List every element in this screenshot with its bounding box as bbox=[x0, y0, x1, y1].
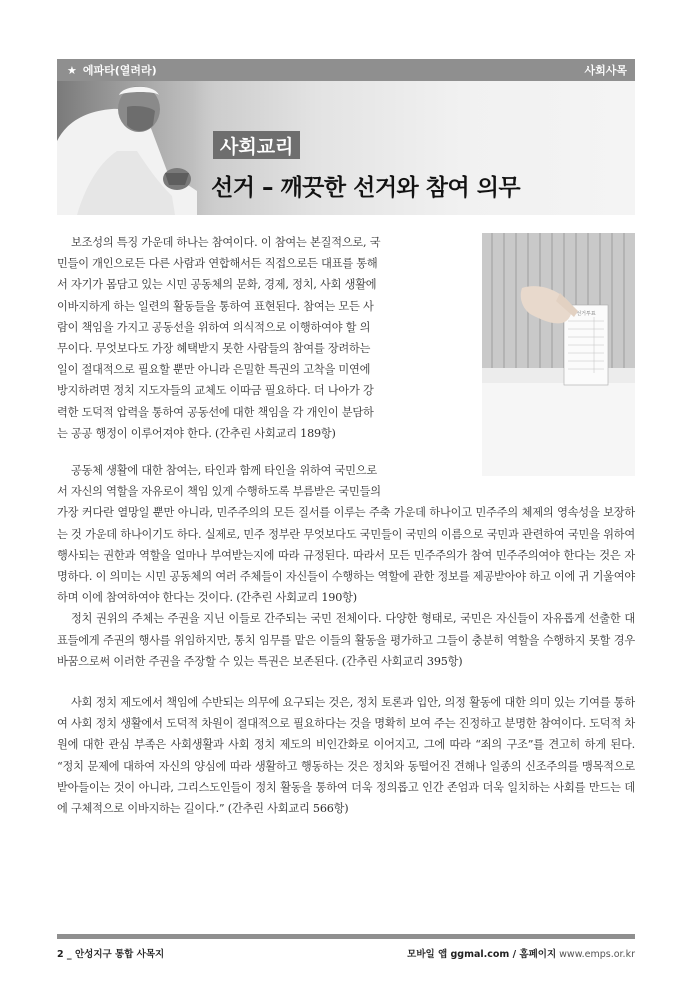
section-header-bar bbox=[57, 59, 635, 81]
paragraph-line: 력한 도덕적 압력을 통하여 공동선에 대한 책임을 각 개인이 분담하 bbox=[57, 405, 374, 419]
page-number-label: 2 _ 안성지구 통합 사목지 bbox=[57, 949, 165, 960]
section-label: 에파타(열려라) bbox=[82, 64, 157, 77]
paragraph-spacer bbox=[57, 672, 635, 692]
paragraph-2-continued: 가장 커다란 열망일 뿐만 아니라, 민주주의의 모든 질서를 이루는 주축 가운데 하나이고 민주주의 체제의 영속성을 보장하는 것 가운데 하나이기도 하다. 실제로, 민주 정부란 무엇보다도 국민들이 국민의 이름으로 국민과 관련하여 국민을 위하여 행사되는 권한과 역할을 얼마나 부여받는지에 따라 규정된다. 따라서 모든 민주주의가 참여 민주주의여야 한다는 것은 자명하다. 이 의미는 시민 공동체의 여러 주체들이 자신들이 수행하는 역할에 관한 정보를 제공받아야 하고 이에 귀 기울여야 하며 이에 참여하여야 한다는 것이다. (간추린 사회교리 190항) bbox=[57, 506, 635, 605]
pope-praying-photo bbox=[57, 81, 227, 215]
paragraph-line: 서 자신의 역할을 자유로이 책임 있게 수행하도록 부름받은 국민들의 bbox=[57, 485, 381, 499]
section-header-left bbox=[67, 62, 157, 78]
article-body-column bbox=[57, 232, 635, 444]
footer-rule bbox=[57, 934, 635, 939]
paragraph-line: 이바지하게 하는 일련의 활동들을 통하여 표현된다. 참여는 모든 사 bbox=[57, 299, 374, 313]
paragraph-line: 일이 절대적으로 필요할 뿐만 아니라 은밀한 특권의 고착을 미연에 bbox=[57, 363, 371, 377]
paragraph-2-intro bbox=[57, 460, 461, 502]
article-headline: 선거 – 깨끗한 선거와 참여 의무 bbox=[211, 175, 521, 201]
star-icon: ★ bbox=[67, 63, 77, 77]
article-body-full bbox=[57, 460, 635, 819]
homepage-link[interactable]: www.emps.or.kr bbox=[559, 949, 635, 960]
paragraph-3: 정치 권위의 주체는 주권을 지닌 이들로 간주되는 국민 전체이다. 다양한 형태로, 국민은 자신들이 자유롭게 선출한 대표들에게 주권의 행사를 위임하지만, 통치 임무를 맡은 이들의 활동을 평가하고 그들이 충분히 역할을 수행하지 못할 경우 바꿈으로써 이러한 주권을 주장할 수 있는 특권은 보존된다. (간추린 사회교리 395항) bbox=[57, 612, 635, 668]
paragraph-line: 보조성의 특징 가운데 하나는 참여이다. 이 참여는 본질적으로, 국 bbox=[71, 236, 381, 249]
ballot-paper-text: 선거투표 bbox=[576, 311, 596, 317]
mobile-app-label: 모바일 앱 ggmal.com / 홈페이지 bbox=[407, 949, 557, 960]
paragraph-line: 는 공공 행정이 이루어져야 한다. (간추린 사회교리 189항) bbox=[57, 426, 336, 440]
paragraph-line: 공동체 생활에 대한 참여는, 타인과 함께 타인을 위하여 국민으로 bbox=[71, 464, 377, 477]
topic-badge: 사회교리 bbox=[213, 131, 300, 159]
contact-info bbox=[407, 946, 635, 960]
paragraph-line: 민들이 개인으로든 다른 사람과 연합해서든 직접으로든 대표를 통해 bbox=[57, 257, 378, 271]
paragraph-line: 람이 책임을 가지고 공동선을 위하여 의식적으로 이행하여야 할 의 bbox=[57, 320, 371, 334]
page-footer bbox=[57, 945, 635, 961]
article-banner bbox=[57, 81, 635, 215]
paragraph-line: 서 자기가 몸담고 있는 시민 공동체의 문화, 경제, 정치, 사회 생활에 bbox=[57, 278, 377, 292]
category-label: 사회사목 bbox=[584, 64, 627, 77]
paragraph-4: 사회 정치 제도에서 책임에 수반되는 의무에 요구되는 것은, 정치 토론과 입안, 의정 활동에 대한 의미 있는 기여를 통하여 사회 정치 생활에서 도덕적 차원이 절대적으로 필요하다는 것을 명확히 보여 주는 진정하고 분명한 참여이다. 도덕적 차원에 대한 관심 부족은 사회생활과 사회 정치 제도의 비인간화로 이어지고, 그에 따라 “죄의 구조”를 견고히 하게 된다. “정치 문제에 대하여 자신의 양심에 따라 생활하고 행동하는 것은 정치와 동떨어진 견해나 일종의 신조주의를 맹목적으로 받아들이는 것이 아니라, 그리스도인들이 정치 활동을 통하여 더욱 정의롭고 인간 존엄과 더욱 일치하는 사회를 만드는 데에 구체적으로 이바지하는 길이다.” (간추린 사회교리 566항) bbox=[57, 696, 635, 816]
paragraph-line: 방지하려면 정치 지도자들의 교체도 이따금 필요하다. 더 나아가 강 bbox=[57, 384, 374, 398]
paragraph-1 bbox=[57, 232, 461, 444]
paragraph-line: 무이다. 무엇보다도 가장 혜택받지 못한 사람들의 참여를 장려하는 bbox=[57, 342, 371, 356]
